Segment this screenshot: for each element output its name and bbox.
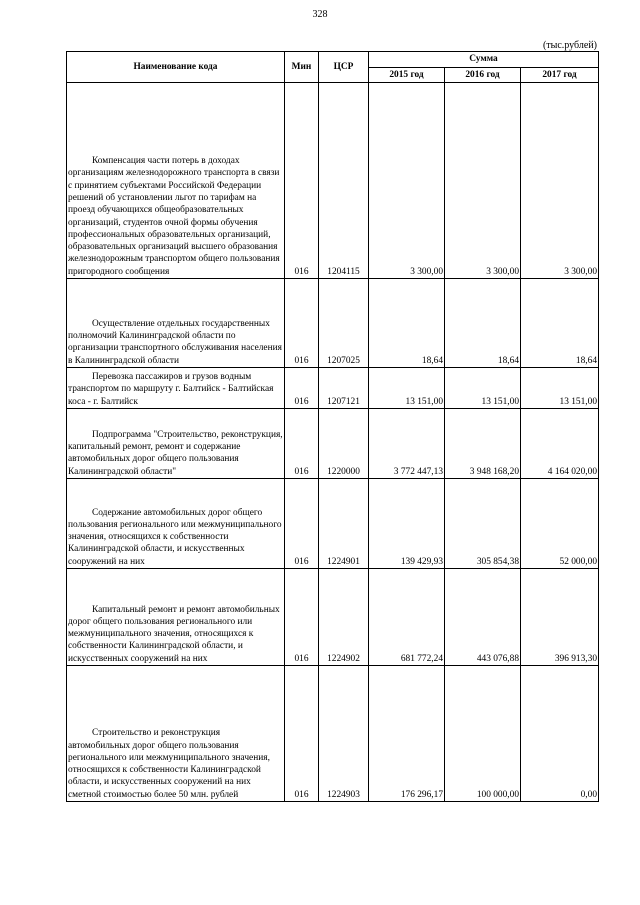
row-min: 016 (285, 479, 319, 569)
row-value-2015: 18,64 (369, 279, 445, 368)
row-csr: 1224901 (319, 479, 369, 569)
row-value-2016: 305 854,38 (445, 479, 521, 569)
row-csr: 1204115 (319, 83, 369, 279)
row-value-2017: 396 913,30 (521, 569, 599, 666)
row-csr: 1207025 (319, 279, 369, 368)
row-value-2015: 13 151,00 (369, 368, 445, 409)
row-value-2017: 18,64 (521, 279, 599, 368)
row-value-2016: 3 948 168,20 (445, 409, 521, 479)
row-csr: 1220000 (319, 409, 369, 479)
row-name: Строительство и реконструкция автомобильных дорог общего пользования регионального или межмуниципального значения, относящихся к собственности Калининградской области, и искусственных сооружений на них сметной стоимостью более 50 млн. рублей (67, 666, 285, 802)
header-min: Мин (285, 52, 319, 83)
budget-table (66, 51, 599, 802)
units-label: (тыс.рублей) (542, 40, 597, 51)
row-min: 016 (285, 666, 319, 802)
row-value-2016: 18,64 (445, 279, 521, 368)
row-min: 016 (285, 409, 319, 479)
row-name: Перевозка пассажиров и грузов водным транспортом по маршруту г. Балтийск - Балтийская коса - г. Балтийск (67, 368, 285, 409)
row-value-2016: 3 300,00 (445, 83, 521, 279)
row-value-2017: 4 164 020,00 (521, 409, 599, 479)
row-value-2017: 52 000,00 (521, 479, 599, 569)
row-value-2017: 3 300,00 (521, 83, 599, 279)
table-row (67, 479, 599, 569)
row-value-2017: 0,00 (521, 666, 599, 802)
row-name: Содержание автомобильных дорог общего пользования регионального или межмуниципального значения, относящихся к собственности Калининградской области, и искусственных сооружений на них (67, 479, 285, 569)
header-name: Наименование кода (67, 52, 285, 83)
row-value-2015: 3 772 447,13 (369, 409, 445, 479)
header-2015: 2015 год (369, 67, 445, 83)
row-value-2016: 100 000,00 (445, 666, 521, 802)
header-csr: ЦСР (319, 52, 369, 83)
row-csr: 1207121 (319, 368, 369, 409)
table-row (67, 279, 599, 368)
row-min: 016 (285, 368, 319, 409)
row-name: Компенсация части потерь в доходах организациям железнодорожного транспорта в связи с принятием субъектами Российской Федерации решений об установлении льгот по тарифам на проезд обучающихся общеобразовательных организаций, студентов очной формы обучения профессиональных образовательных организаций, образовательных организаций высшего образования железнодорожным транспортом общего пользования пригородного сообщения (67, 83, 285, 279)
page-number: 328 (312, 9, 328, 20)
row-name: Осуществление отдельных государственных полномочий Калининградской области по организации транспортного обслуживания населения в Калининградской области (67, 279, 285, 368)
row-name: Подпрограмма "Строительство, реконструкция, капитальный ремонт, ремонт и содержание автомобильных дорог общего пользования Калининградской области" (67, 409, 285, 479)
row-value-2016: 443 076,88 (445, 569, 521, 666)
header-2017: 2017 год (521, 67, 599, 83)
row-csr: 1224903 (319, 666, 369, 802)
row-min: 016 (285, 279, 319, 368)
table-row (67, 83, 599, 279)
row-value-2015: 681 772,24 (369, 569, 445, 666)
table-row (67, 569, 599, 666)
row-value-2015: 3 300,00 (369, 83, 445, 279)
header-2016: 2016 год (445, 67, 521, 83)
header-sum: Сумма (369, 52, 599, 68)
row-value-2015: 139 429,93 (369, 479, 445, 569)
table-row (67, 409, 599, 479)
table-row (67, 368, 599, 409)
table-row (67, 666, 599, 802)
row-name: Капитальный ремонт и ремонт автомобильных дорог общего пользования регионального или межмуниципального значения, относящихся к собственности Калининградской области, и искусственных сооружений на них (67, 569, 285, 666)
row-min: 016 (285, 569, 319, 666)
row-min: 016 (285, 83, 319, 279)
row-value-2016: 13 151,00 (445, 368, 521, 409)
row-value-2017: 13 151,00 (521, 368, 599, 409)
row-csr: 1224902 (319, 569, 369, 666)
row-value-2015: 176 296,17 (369, 666, 445, 802)
